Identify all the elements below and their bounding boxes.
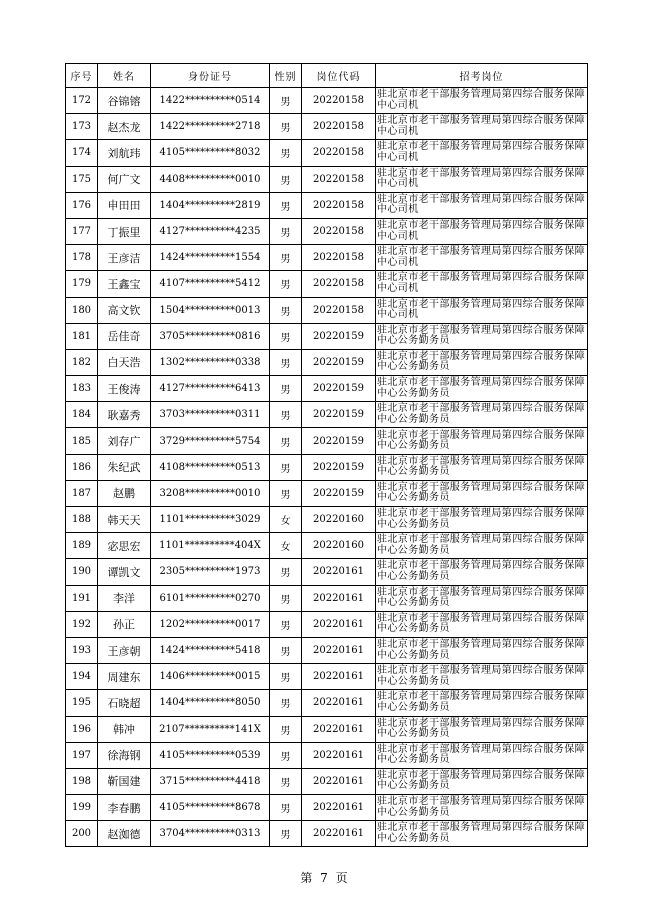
table-header-row	[66, 64, 588, 88]
gender-cell: 女	[270, 507, 302, 533]
name-cell: 王彦朝	[98, 637, 151, 663]
id-number-cell: 4105**********8678	[151, 795, 270, 821]
id-number-cell: 4127**********6413	[151, 376, 270, 402]
name-cell: 靳国建	[98, 768, 151, 794]
gender-cell: 女	[270, 533, 302, 559]
id-number-cell: 1404**********8050	[151, 690, 270, 716]
post-code-cell: 20220158	[302, 297, 376, 323]
serial-cell: 172	[66, 88, 98, 114]
post-title-cell: 驻北京市老干部服务管理局第四综合服务保障中心公务勤务员	[376, 428, 588, 454]
post-code-cell: 20220159	[302, 402, 376, 428]
table-row	[66, 323, 588, 349]
gender-cell: 男	[270, 349, 302, 375]
id-number-cell: 2305**********1973	[151, 559, 270, 585]
post-code-cell: 20220161	[302, 664, 376, 690]
name-cell: 岳佳奇	[98, 323, 151, 349]
serial-cell: 174	[66, 140, 98, 166]
post-title-cell: 驻北京市老干部服务管理局第四综合服务保障中心公务勤务员	[376, 559, 588, 585]
serial-cell: 190	[66, 559, 98, 585]
post-code-cell: 20220159	[302, 454, 376, 480]
id-number-cell: 4108**********0513	[151, 454, 270, 480]
post-code-cell: 20220159	[302, 480, 376, 506]
post-code-cell: 20220160	[302, 507, 376, 533]
table-row	[66, 192, 588, 218]
id-number-cell: 4127**********4235	[151, 218, 270, 244]
name-cell: 王彦洁	[98, 245, 151, 271]
table-row	[66, 559, 588, 585]
post-code-cell: 20220158	[302, 166, 376, 192]
post-code-cell: 20220161	[302, 716, 376, 742]
id-number-cell: 1424**********5418	[151, 637, 270, 663]
post-title-cell: 驻北京市老干部服务管理局第四综合服务保障中心公务勤务员	[376, 585, 588, 611]
gender-cell: 男	[270, 768, 302, 794]
header-id-number: 身份证号	[151, 64, 270, 88]
id-number-cell: 1422**********2718	[151, 114, 270, 140]
post-code-cell: 20220161	[302, 690, 376, 716]
gender-cell: 男	[270, 140, 302, 166]
post-title-cell: 驻北京市老干部服务管理局第四综合服务保障中心公务勤务员	[376, 323, 588, 349]
id-number-cell: 3208**********0010	[151, 480, 270, 506]
serial-cell: 176	[66, 192, 98, 218]
name-cell: 朱纪武	[98, 454, 151, 480]
serial-cell: 191	[66, 585, 98, 611]
id-number-cell: 2107**********141X	[151, 716, 270, 742]
id-number-cell: 1404**********2819	[151, 192, 270, 218]
gender-cell: 男	[270, 218, 302, 244]
table-row	[66, 349, 588, 375]
table-row	[66, 454, 588, 480]
serial-cell: 189	[66, 533, 98, 559]
post-code-cell: 20220158	[302, 192, 376, 218]
id-number-cell: 1422**********0514	[151, 88, 270, 114]
id-number-cell: 1202**********0017	[151, 611, 270, 637]
name-cell: 丁振里	[98, 218, 151, 244]
post-code-cell: 20220158	[302, 245, 376, 271]
name-cell: 赵杰龙	[98, 114, 151, 140]
table-row	[66, 533, 588, 559]
name-cell: 韩天天	[98, 507, 151, 533]
gender-cell: 男	[270, 585, 302, 611]
gender-cell: 男	[270, 611, 302, 637]
id-number-cell: 4408**********0010	[151, 166, 270, 192]
serial-cell: 194	[66, 664, 98, 690]
serial-cell: 192	[66, 611, 98, 637]
post-code-cell: 20220159	[302, 376, 376, 402]
name-cell: 刘航玮	[98, 140, 151, 166]
post-code-cell: 20220158	[302, 88, 376, 114]
gender-cell: 男	[270, 454, 302, 480]
table-row	[66, 507, 588, 533]
name-cell: 申田田	[98, 192, 151, 218]
serial-cell: 184	[66, 402, 98, 428]
post-title-cell: 驻北京市老干部服务管理局第四综合服务保障中心公务勤务员	[376, 480, 588, 506]
id-number-cell: 1424**********1554	[151, 245, 270, 271]
serial-cell: 193	[66, 637, 98, 663]
post-title-cell: 驻北京市老干部服务管理局第四综合服务保障中心司机	[376, 218, 588, 244]
gender-cell: 男	[270, 271, 302, 297]
post-title-cell: 驻北京市老干部服务管理局第四综合服务保障中心公务勤务员	[376, 716, 588, 742]
post-title-cell: 驻北京市老干部服务管理局第四综合服务保障中心司机	[376, 114, 588, 140]
id-number-cell: 3729**********5754	[151, 428, 270, 454]
post-code-cell: 20220158	[302, 114, 376, 140]
serial-cell: 175	[66, 166, 98, 192]
table-row	[66, 402, 588, 428]
table-row	[66, 716, 588, 742]
post-code-cell: 20220161	[302, 585, 376, 611]
gender-cell: 男	[270, 166, 302, 192]
post-code-cell: 20220159	[302, 323, 376, 349]
serial-cell: 199	[66, 795, 98, 821]
gender-cell: 男	[270, 428, 302, 454]
post-code-cell: 20220159	[302, 349, 376, 375]
gender-cell: 男	[270, 716, 302, 742]
post-title-cell: 驻北京市老干部服务管理局第四综合服务保障中心公务勤务员	[376, 768, 588, 794]
table-row	[66, 376, 588, 402]
id-number-cell: 1504**********0013	[151, 297, 270, 323]
gender-cell: 男	[270, 192, 302, 218]
post-title-cell: 驻北京市老干部服务管理局第四综合服务保障中心公务勤务员	[376, 611, 588, 637]
page-number: 第 7 页	[300, 871, 350, 885]
table-row	[66, 795, 588, 821]
table-row	[66, 297, 588, 323]
gender-cell: 男	[270, 323, 302, 349]
post-code-cell: 20220159	[302, 428, 376, 454]
name-cell: 宓思宏	[98, 533, 151, 559]
name-cell: 韩冲	[98, 716, 151, 742]
id-number-cell: 1406**********0015	[151, 664, 270, 690]
header-post-code: 岗位代码	[302, 64, 376, 88]
serial-cell: 197	[66, 742, 98, 768]
table-row	[66, 114, 588, 140]
table-row	[66, 637, 588, 663]
table-row	[66, 768, 588, 794]
name-cell: 王俊涛	[98, 376, 151, 402]
post-code-cell: 20220158	[302, 271, 376, 297]
gender-cell: 男	[270, 690, 302, 716]
serial-cell: 182	[66, 349, 98, 375]
serial-cell: 179	[66, 271, 98, 297]
serial-cell: 198	[66, 768, 98, 794]
name-cell: 白天浩	[98, 349, 151, 375]
header-serial: 序号	[66, 64, 98, 88]
post-title-cell: 驻北京市老干部服务管理局第四综合服务保障中心公务勤务员	[376, 690, 588, 716]
gender-cell: 男	[270, 637, 302, 663]
id-number-cell: 1101**********404X	[151, 533, 270, 559]
post-title-cell: 驻北京市老干部服务管理局第四综合服务保障中心公务勤务员	[376, 664, 588, 690]
post-title-cell: 驻北京市老干部服务管理局第四综合服务保障中心司机	[376, 192, 588, 218]
gender-cell: 男	[270, 376, 302, 402]
header-name: 姓名	[98, 64, 151, 88]
name-cell: 石晓超	[98, 690, 151, 716]
post-code-cell: 20220161	[302, 795, 376, 821]
gender-cell: 男	[270, 297, 302, 323]
gender-cell: 男	[270, 821, 302, 847]
name-cell: 徐海钢	[98, 742, 151, 768]
serial-cell: 177	[66, 218, 98, 244]
name-cell: 耿嘉秀	[98, 402, 151, 428]
gender-cell: 男	[270, 402, 302, 428]
name-cell: 赵鹏	[98, 480, 151, 506]
post-title-cell: 驻北京市老干部服务管理局第四综合服务保障中心司机	[376, 297, 588, 323]
serial-cell: 185	[66, 428, 98, 454]
id-number-cell: 4105**********8032	[151, 140, 270, 166]
table-row	[66, 88, 588, 114]
post-code-cell: 20220161	[302, 637, 376, 663]
table-row	[66, 271, 588, 297]
id-number-cell: 3703**********0311	[151, 402, 270, 428]
name-cell: 王鑫宝	[98, 271, 151, 297]
id-number-cell: 1302**********0338	[151, 349, 270, 375]
table-row	[66, 166, 588, 192]
post-title-cell: 驻北京市老干部服务管理局第四综合服务保障中心公务勤务员	[376, 349, 588, 375]
post-title-cell: 驻北京市老干部服务管理局第四综合服务保障中心公务勤务员	[376, 454, 588, 480]
candidate-table	[65, 63, 588, 847]
name-cell: 周建东	[98, 664, 151, 690]
post-code-cell: 20220161	[302, 768, 376, 794]
id-number-cell: 4107**********5412	[151, 271, 270, 297]
table-row	[66, 690, 588, 716]
id-number-cell: 3705**********0816	[151, 323, 270, 349]
post-title-cell: 驻北京市老干部服务管理局第四综合服务保障中心公务勤务员	[376, 821, 588, 847]
post-code-cell: 20220160	[302, 533, 376, 559]
post-code-cell: 20220161	[302, 559, 376, 585]
gender-cell: 男	[270, 114, 302, 140]
post-title-cell: 驻北京市老干部服务管理局第四综合服务保障中心公务勤务员	[376, 533, 588, 559]
serial-cell: 178	[66, 245, 98, 271]
id-number-cell: 3715**********4418	[151, 768, 270, 794]
gender-cell: 男	[270, 742, 302, 768]
post-title-cell: 驻北京市老干部服务管理局第四综合服务保障中心司机	[376, 88, 588, 114]
serial-cell: 180	[66, 297, 98, 323]
table-row	[66, 742, 588, 768]
name-cell: 刘存广	[98, 428, 151, 454]
serial-cell: 200	[66, 821, 98, 847]
post-title-cell: 驻北京市老干部服务管理局第四综合服务保障中心公务勤务员	[376, 637, 588, 663]
id-number-cell: 4105**********0539	[151, 742, 270, 768]
table-row	[66, 664, 588, 690]
table-row	[66, 428, 588, 454]
gender-cell: 男	[270, 245, 302, 271]
gender-cell: 男	[270, 664, 302, 690]
post-title-cell: 驻北京市老干部服务管理局第四综合服务保障中心公务勤务员	[376, 795, 588, 821]
name-cell: 李洋	[98, 585, 151, 611]
table-row	[66, 821, 588, 847]
post-code-cell: 20220158	[302, 218, 376, 244]
name-cell: 赵洳德	[98, 821, 151, 847]
table-row	[66, 611, 588, 637]
name-cell: 谷锦镕	[98, 88, 151, 114]
serial-cell: 183	[66, 376, 98, 402]
gender-cell: 男	[270, 559, 302, 585]
id-number-cell: 1101**********3029	[151, 507, 270, 533]
post-title-cell: 驻北京市老干部服务管理局第四综合服务保障中心公务勤务员	[376, 507, 588, 533]
post-title-cell: 驻北京市老干部服务管理局第四综合服务保障中心司机	[376, 140, 588, 166]
gender-cell: 男	[270, 88, 302, 114]
serial-cell: 186	[66, 454, 98, 480]
post-code-cell: 20220161	[302, 742, 376, 768]
name-cell: 高文钦	[98, 297, 151, 323]
post-code-cell: 20220161	[302, 611, 376, 637]
table-row	[66, 585, 588, 611]
serial-cell: 195	[66, 690, 98, 716]
gender-cell: 男	[270, 795, 302, 821]
header-post-title: 招考岗位	[376, 64, 588, 88]
post-title-cell: 驻北京市老干部服务管理局第四综合服务保障中心司机	[376, 271, 588, 297]
gender-cell: 男	[270, 480, 302, 506]
serial-cell: 181	[66, 323, 98, 349]
header-gender: 性别	[270, 64, 302, 88]
post-title-cell: 驻北京市老干部服务管理局第四综合服务保障中心公务勤务员	[376, 402, 588, 428]
table-row	[66, 140, 588, 166]
name-cell: 李春鹏	[98, 795, 151, 821]
post-title-cell: 驻北京市老干部服务管理局第四综合服务保障中心司机	[376, 245, 588, 271]
post-title-cell: 驻北京市老干部服务管理局第四综合服务保障中心公务勤务员	[376, 742, 588, 768]
name-cell: 孙正	[98, 611, 151, 637]
post-code-cell: 20220161	[302, 821, 376, 847]
table-row	[66, 218, 588, 244]
post-title-cell: 驻北京市老干部服务管理局第四综合服务保障中心公务勤务员	[376, 376, 588, 402]
post-code-cell: 20220158	[302, 140, 376, 166]
name-cell: 谭凯文	[98, 559, 151, 585]
serial-cell: 188	[66, 507, 98, 533]
table-row	[66, 245, 588, 271]
name-cell: 何广文	[98, 166, 151, 192]
table-row	[66, 480, 588, 506]
id-number-cell: 6101**********0270	[151, 585, 270, 611]
serial-cell: 173	[66, 114, 98, 140]
serial-cell: 187	[66, 480, 98, 506]
id-number-cell: 3704**********0313	[151, 821, 270, 847]
post-title-cell: 驻北京市老干部服务管理局第四综合服务保障中心司机	[376, 166, 588, 192]
serial-cell: 196	[66, 716, 98, 742]
